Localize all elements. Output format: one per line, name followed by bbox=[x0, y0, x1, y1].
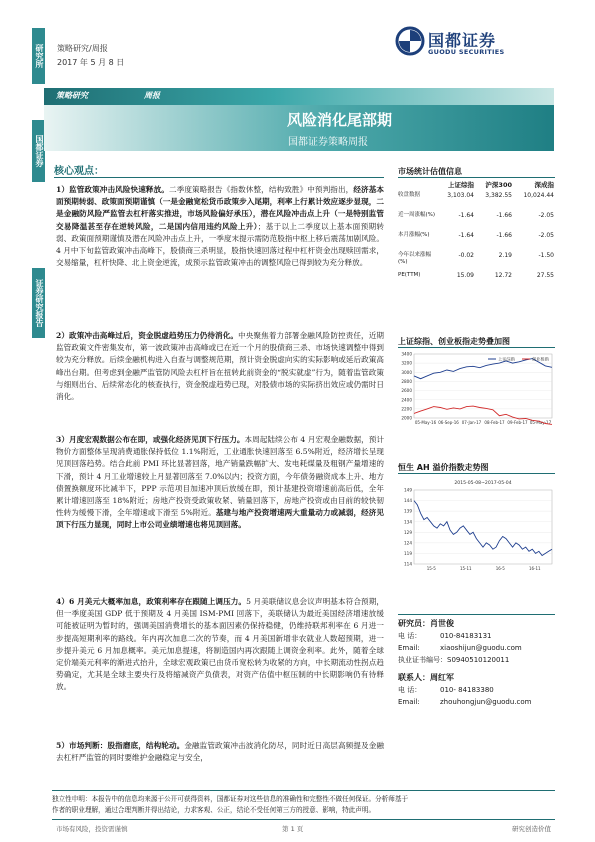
paragraph-text: 本周起陆续公布 4 月宏观金融数据，预计物价方面整体呈现消费通胀保持低位 1.1%附近，工业通胀快速回落至 6.5%附近，经济增长呈现见顶回落趋势。结合此前 PMI 环比显著回落，地产销量跌幅扩大、发电耗煤量及粗钢产量增速的下滑，预计 4 月工业增速较上月显著回落至 7.0%以内；投资方面，今年债务融资成本上升、地方债置换额度环比减半下，PPP 示范项目加速冲顶后放缓在即，预计基建投资增速前高后低，全年累计增速回落至 18%附近；房地产投资受政策收紧、销量回落下，房地产投资或由目前的较快韧性转为缓慢下滑，全年增速或下滑至 5%附近。 bbox=[56, 435, 384, 518]
side-tab-report: 证券研究报告 bbox=[32, 268, 45, 338]
paragraph-text: 中央聚焦着力部署金融风险防控责任，近期监管政策文件密集发布，第一波政策冲击高峰或已在近一个月的股债商三杀、市场快速调整中得到较为充分释放。后续金融机构进入自查与调整规范期，预计资金脱虚向实的实际影响或延后政策高峰出台期。但考虑到金融严监管防风险去杠杆旨在扭转此前资金的“脱实就虚”行为，随着监管政策与细则出台、后续常态化的核查执行，资金脱虚趋势已现，对股债市场的实际挤出效应或仍需时日消化。 bbox=[56, 331, 385, 402]
divider bbox=[398, 614, 555, 615]
stats-row-label: 本月涨幅(%) bbox=[398, 232, 430, 238]
key-points-heading: 核心观点： bbox=[54, 166, 104, 177]
paragraph-3 bbox=[56, 434, 384, 532]
stats-title: 市场统计估值信息 bbox=[398, 167, 462, 176]
disclaimer-line: 独立性申明：本报告中的信息均来源于公开可获得资料，国都证券对这些信息的准确性和完整性不做任何保证。分析师基于 bbox=[52, 795, 409, 803]
logo-mark-icon bbox=[395, 26, 425, 56]
stats-row bbox=[398, 192, 555, 212]
footer-risk-note: 市场有风险，投资需谨慎 bbox=[56, 825, 128, 833]
researcher-phone: 电 话： 010-84183131 bbox=[398, 632, 492, 640]
banner-tag-bar bbox=[44, 88, 554, 105]
page-number: 第 1 页 bbox=[282, 825, 304, 833]
y-tick-label: 144 bbox=[404, 498, 412, 504]
y-tick-label: 2400 bbox=[401, 397, 412, 403]
divider bbox=[398, 177, 555, 178]
x-tick-label: 09-Feb-17 bbox=[507, 420, 528, 425]
stats-cell: 12.72 bbox=[494, 272, 512, 279]
report-date: 2017 年 5 月 8 日 bbox=[57, 58, 125, 67]
footer-slogan: 研究创造价值 bbox=[512, 825, 551, 833]
stats-row-label: 收盘数据 bbox=[398, 192, 421, 198]
y-tick-label: 119 bbox=[404, 551, 412, 557]
x-tick-label: 15-11 bbox=[459, 566, 472, 571]
x-tick-label: 16-11 bbox=[528, 566, 541, 571]
stats-cell: -1.50 bbox=[538, 252, 554, 259]
paragraph-lead: 2）政策冲击高峰过后，资金脱虚趋势压力仍待消化。 bbox=[56, 331, 239, 340]
y-tick-label: 139 bbox=[404, 508, 412, 514]
researcher-email-link[interactable]: xiaoshijun@guodu.com bbox=[440, 644, 522, 652]
y-tick-label: 2200 bbox=[401, 406, 412, 412]
report-category: 策略研究/周报 bbox=[57, 44, 108, 53]
page-footer bbox=[52, 824, 555, 836]
paragraph-lead: 5）市场判断：股指磨底，结构轮动。 bbox=[56, 741, 185, 750]
side-strip bbox=[0, 0, 44, 842]
y-tick-label: 3000 bbox=[401, 369, 412, 375]
y-tick-label: 124 bbox=[404, 540, 412, 546]
paragraph-4 bbox=[56, 596, 384, 694]
paragraph-lead: 1）监管政策冲击风险快速释放。 bbox=[56, 185, 169, 194]
y-tick-label: 114 bbox=[404, 561, 412, 567]
x-tick-label: 05-May-17 bbox=[529, 420, 552, 425]
x-tick-label: 16-5 bbox=[495, 566, 505, 571]
stats-cell: -1.66 bbox=[496, 232, 512, 239]
x-tick-label: 07-Jan-17 bbox=[461, 420, 482, 425]
legend-label: 创业板指 bbox=[532, 356, 549, 362]
stats-row-label: 今年以来涨幅(%) bbox=[398, 252, 432, 265]
banner bbox=[44, 105, 554, 151]
paragraph-1 bbox=[56, 184, 384, 269]
chart1-title: 上证综指、创业板指走势叠加图 bbox=[398, 337, 510, 346]
y-tick-label: 2000 bbox=[401, 415, 412, 421]
stats-cell: 2.19 bbox=[498, 252, 512, 259]
stats-cell: -1.64 bbox=[458, 232, 474, 239]
stats-cell: -0.02 bbox=[458, 252, 474, 259]
researcher-info bbox=[398, 618, 555, 708]
stats-row bbox=[398, 232, 555, 252]
y-tick-label: 149 bbox=[404, 487, 412, 493]
paragraph-lead: 4）6 月美元大概率加息，政策利率存在跟随上调压力。 bbox=[56, 597, 247, 606]
chart-subtitle: 2015-05-08~2017-05-04 bbox=[454, 481, 512, 486]
disclaimer bbox=[52, 790, 555, 820]
divider bbox=[54, 177, 384, 178]
contact-email: Email: zhouhongjun@guodu.com bbox=[398, 698, 532, 706]
stats-header-row bbox=[398, 180, 555, 192]
logo-name-cn: 国都证券 bbox=[428, 31, 497, 50]
stats-col-header: 深成指 bbox=[534, 181, 554, 189]
x-tick-label: 05-May-16 bbox=[414, 420, 437, 425]
y-tick-label: 3400 bbox=[401, 351, 412, 357]
paragraph-text: 5 月美联储议息会议声明基本符合预期，但一季度美国 GDP 低于预期及 4 月美国 ISM-PMI 回落下，美联储认为最近美国经济增速放缓可能被证明为暂时的，强调美国消费增长的基本面因素仍保持稳健，仍维持联邦利率在 6 月进一步提高短期利率的路线。年内再次加息二次的节奏，而 4 月美国新增非农就业人数超预期，进一步提升美元 6 月加息概率。美元加息提速，将制造国内再次跟随上调资金利率。此外，随着全球定价端美元利率的渐进式抬升，全球宏观政策已由货币宽松转为收紧的方向，中长期流动性拐点趋势确定，尤其是全球主要央行及将缩减资产负债表，对资产估值中枢压制的中长期影响仍有待释放。 bbox=[56, 597, 384, 692]
report-meta bbox=[57, 42, 124, 70]
stats-row bbox=[398, 272, 555, 292]
stats-cell: 3,103.04 bbox=[447, 192, 474, 199]
banner-tag-weekly: 周报 bbox=[144, 91, 160, 100]
y-tick-label: 3200 bbox=[401, 360, 412, 366]
paragraph-text: 二季度策略报告《指数休整，结构致胜》中预判指出， bbox=[168, 185, 354, 194]
x-tick-label: 06-Sep-16 bbox=[438, 420, 459, 425]
stats-row-label: PE(TTM) bbox=[398, 272, 421, 278]
stats-cell: -2.05 bbox=[538, 232, 554, 239]
logo-name-en: GUODU SECURITIES bbox=[428, 48, 505, 56]
stats-cell: -1.64 bbox=[458, 212, 474, 219]
stats-col-header: 沪深300 bbox=[485, 181, 512, 189]
y-tick-label: 2600 bbox=[401, 388, 412, 394]
contact-phone: 电 话： 010- 84183380 bbox=[398, 686, 494, 694]
stats-cell: -1.66 bbox=[496, 212, 512, 219]
stats-table bbox=[398, 180, 555, 292]
contact-email-link[interactable]: zhouhongjun@guodu.com bbox=[440, 698, 532, 706]
contact-name: 联系人：周红军 bbox=[398, 673, 454, 682]
x-tick-label: 15-5 bbox=[426, 566, 436, 571]
divider bbox=[398, 473, 555, 474]
divider bbox=[398, 347, 555, 348]
y-tick-label: 134 bbox=[404, 519, 412, 525]
paragraph-text: 金融监管政策冲击波消化防尽，同时近日高层高频提及金融去杠杆严监管的同时要维护金融稳定与安全， bbox=[56, 741, 384, 763]
paragraph-emphasis: 基建与地产投资增速两大重量动力或减弱，经济见顶下行压力显现，同时上市公司业绩增速也将见顶回落。 bbox=[56, 508, 384, 530]
y-tick-label: 129 bbox=[404, 529, 412, 535]
paragraph-text: ；基于以上二季度以上基本面预期转弱、政策面预期谨慎及潜在风险冲击点上升，一季度末提示需防范股指中枢上移后震荡加剧风险。4 月中下旬监管政策冲击高峰下，股债商三杀明显，股指快速回落过程中杠杆资金出现赎回需求，交易缩量，杠杆快降、北上资金逆流，成预示监管政策冲击的调整风险已得到较为充分释放。 bbox=[56, 221, 384, 268]
stats-col-header: 上证综指 bbox=[448, 181, 474, 189]
side-tab-company: 国都证券 bbox=[32, 120, 45, 182]
stats-cell: -2.05 bbox=[538, 212, 554, 219]
paragraph-2 bbox=[56, 330, 384, 403]
report-title: 风险消化尾部期 bbox=[286, 111, 392, 129]
side-tab-institute: 研究所 bbox=[32, 28, 45, 84]
banner-tag-strategy: 策略研究 bbox=[56, 91, 88, 100]
stats-row-label: 近一周涨幅(%) bbox=[398, 212, 436, 218]
stats-cell: 15.09 bbox=[456, 272, 474, 279]
stats-cell: 27.55 bbox=[536, 272, 554, 279]
guodu-logo bbox=[395, 26, 555, 66]
disclaimer-line: 作者的职业理解，通过合理判断并得出结论，力求客观、公正，结论不受任何第三方的授意、影响，特此声明。 bbox=[52, 806, 376, 814]
series-line bbox=[414, 359, 552, 379]
series-line bbox=[414, 501, 552, 556]
paragraph-emphasis: 经济基本面预期转弱、政策面预期谨慎（一是金融宽松货币政策步入尾期，利率上行累计效应逐步显现，二是金融防风险严监管去杠杆落实推进，市场风险偏好承压），潜在风险冲击点上升（一是特别监管交易降温甚至存在逆转风险，二是国内信用违约风险上升） bbox=[56, 185, 385, 231]
paragraph-lead: 3）月度宏观数据公布在即，或强化经济见顶下行压力。 bbox=[56, 435, 245, 444]
researcher-email: Email: xiaoshijun@guodu.com bbox=[398, 644, 522, 652]
index-overlay-chart bbox=[398, 350, 555, 430]
paragraph-5 bbox=[56, 740, 384, 764]
stats-row bbox=[398, 212, 555, 232]
report-subtitle: 国都证券策略周报 bbox=[288, 137, 368, 148]
stats-cell: 3,382.55 bbox=[485, 192, 512, 199]
x-tick-label: 08-Feb-17 bbox=[484, 420, 505, 425]
chart2-title: 恒生 AH 溢价指数走势图 bbox=[398, 463, 489, 472]
researcher-cert: 执业证书编号：S0940510120011 bbox=[398, 656, 510, 664]
stats-cell: 10,024.44 bbox=[523, 192, 554, 199]
legend-label: 上证综指 bbox=[498, 356, 515, 362]
ah-premium-chart bbox=[398, 478, 555, 578]
y-tick-label: 2800 bbox=[401, 379, 412, 385]
researcher-name: 研究员：肖世俊 bbox=[398, 619, 454, 628]
stats-row bbox=[398, 252, 555, 272]
